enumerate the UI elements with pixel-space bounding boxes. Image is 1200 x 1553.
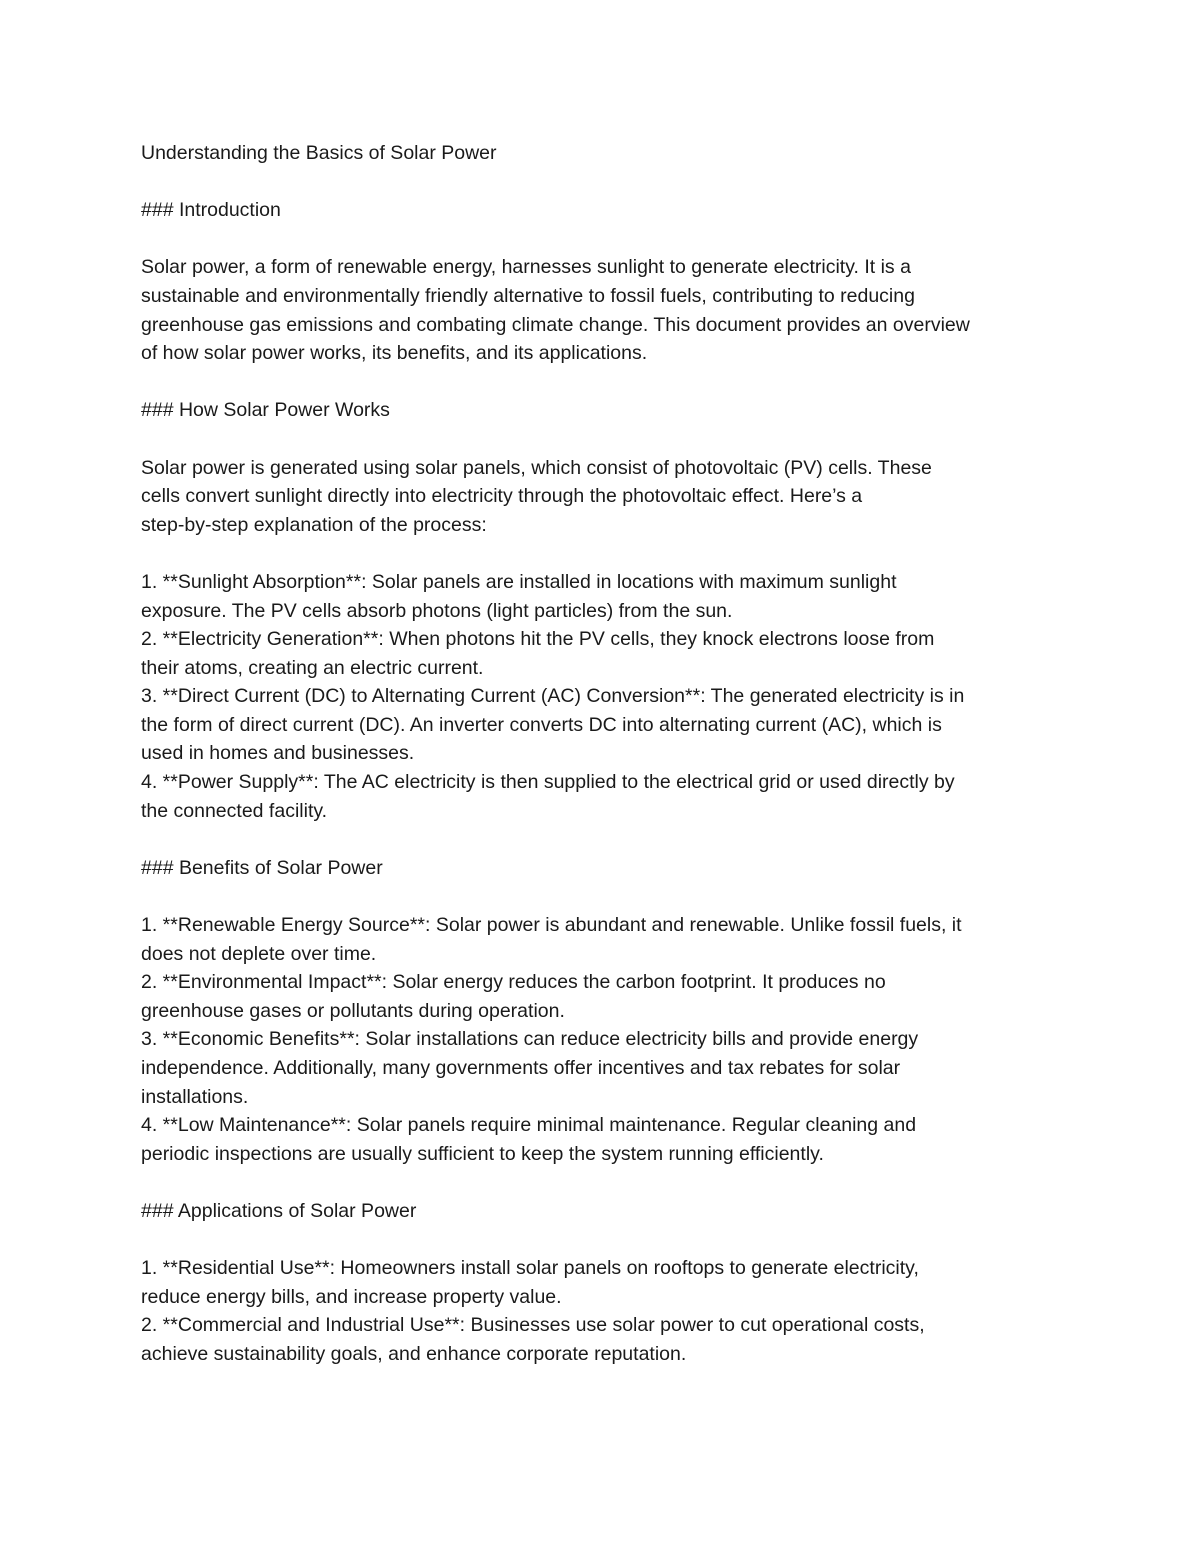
list-item-line: 1. **Sunlight Absorption**: Solar panels are installed in locations with maximum sunlight: [141, 570, 897, 593]
list-item-line: independence. Additionally, many governments offer incentives and tax rebates for solar: [141, 1057, 901, 1079]
document-title: Understanding the Basics of Solar Power: [141, 142, 497, 164]
list-item: [141, 568, 1071, 625]
list-item-line: 4. **Low Maintenance**: Solar panels require minimal maintenance. Regular cleaning and: [141, 1114, 917, 1137]
spacer: [141, 425, 1071, 454]
spacer: [141, 225, 1071, 254]
list-item-line: periodic inspections are usually sufficient to keep the system running efficiently.: [141, 1142, 824, 1165]
list-item-line: greenhouse gases or pollutants during operation.: [141, 999, 565, 1022]
paragraph-line: greenhouse gas emissions and combating climate change. This document provides an overview: [141, 313, 970, 336]
list-item: [141, 1311, 1071, 1368]
paragraph-line: cells convert sunlight directly into electricity through the photovoltaic effect. Here’s a: [141, 485, 863, 508]
section-heading-how-it-works: ### How Solar Power Works: [141, 399, 390, 422]
list-item-line: used in homes and businesses.: [141, 742, 415, 765]
list-item-line: 1. **Renewable Energy Source**: Solar power is abundant and renewable. Unlike fossil fuels, it: [141, 914, 962, 937]
list-item: [141, 1025, 1071, 1111]
list-item-line: the connected facility.: [141, 799, 328, 822]
spacer: [141, 368, 1071, 397]
paragraph-line: sustainable and environmentally friendly alternative to fossil fuels, contributing to reducing: [141, 284, 915, 307]
list-item-line: 3. **Economic Benefits**: Solar installations can reduce electricity bills and provide energy: [141, 1028, 919, 1051]
introduction-paragraph: [141, 253, 1071, 367]
section-heading-benefits: ### Benefits of Solar Power: [141, 856, 383, 879]
list-item-line: 2. **Commercial and Industrial Use**: Businesses use solar power to cut operational costs,: [141, 1314, 925, 1337]
list-item: [141, 625, 1071, 682]
list-item-line: reduce energy bills, and increase property value.: [141, 1285, 562, 1308]
document-body: [141, 139, 1071, 1369]
list-item-line: the form of direct current (DC). An inverter converts DC into alternating current (AC), which is: [141, 713, 942, 736]
benefits-list: [141, 911, 1071, 1168]
list-item: [141, 1254, 1071, 1311]
applications-list: [141, 1254, 1071, 1368]
paragraph-line: Solar power, a form of renewable energy, harnesses sunlight to generate electricity. It is a: [141, 256, 911, 279]
list-item-line: 4. **Power Supply**: The AC electricity is then supplied to the electrical grid or used directly by: [141, 771, 955, 794]
spacer: [141, 168, 1071, 197]
spacer: [141, 539, 1071, 568]
spacer: [141, 825, 1071, 854]
section-heading-introduction: ### Introduction: [141, 199, 281, 222]
list-item: [141, 1111, 1071, 1168]
spacer: [141, 1226, 1071, 1255]
process-list: [141, 568, 1071, 825]
paragraph-line: of how solar power works, its benefits, and its applications.: [141, 342, 648, 365]
list-item-line: achieve sustainability goals, and enhance corporate reputation.: [141, 1342, 687, 1365]
paragraph-line: Solar power is generated using solar panels, which consist of photovoltaic (PV) cells. These: [141, 456, 932, 479]
spacer: [141, 1168, 1071, 1197]
list-item-line: 2. **Electricity Generation**: When photons hit the PV cells, they knock electrons loose from: [141, 628, 935, 651]
spacer: [141, 882, 1071, 911]
list-item-line: exposure. The PV cells absorb photons (light particles) from the sun.: [141, 599, 733, 622]
list-item-line: their atoms, creating an electric current.: [141, 656, 484, 679]
section-heading-applications: ### Applications of Solar Power: [141, 1199, 417, 1222]
list-item: [141, 768, 1071, 825]
how-it-works-paragraph: [141, 454, 1071, 540]
list-item: [141, 968, 1071, 1025]
list-item-line: 2. **Environmental Impact**: Solar energy reduces the carbon footprint. It produces no: [141, 971, 886, 994]
list-item-line: installations.: [141, 1085, 249, 1108]
list-item-line: 3. **Direct Current (DC) to Alternating Current (AC) Conversion**: The generated electricity is in: [141, 685, 965, 708]
paragraph-line: step-by-step explanation of the process:: [141, 513, 487, 536]
list-item: [141, 682, 1071, 768]
list-item-line: does not deplete over time.: [141, 942, 377, 965]
list-item-line: 1. **Residential Use**: Homeowners install solar panels on rooftops to generate electricity,: [141, 1257, 919, 1280]
list-item: [141, 911, 1071, 968]
